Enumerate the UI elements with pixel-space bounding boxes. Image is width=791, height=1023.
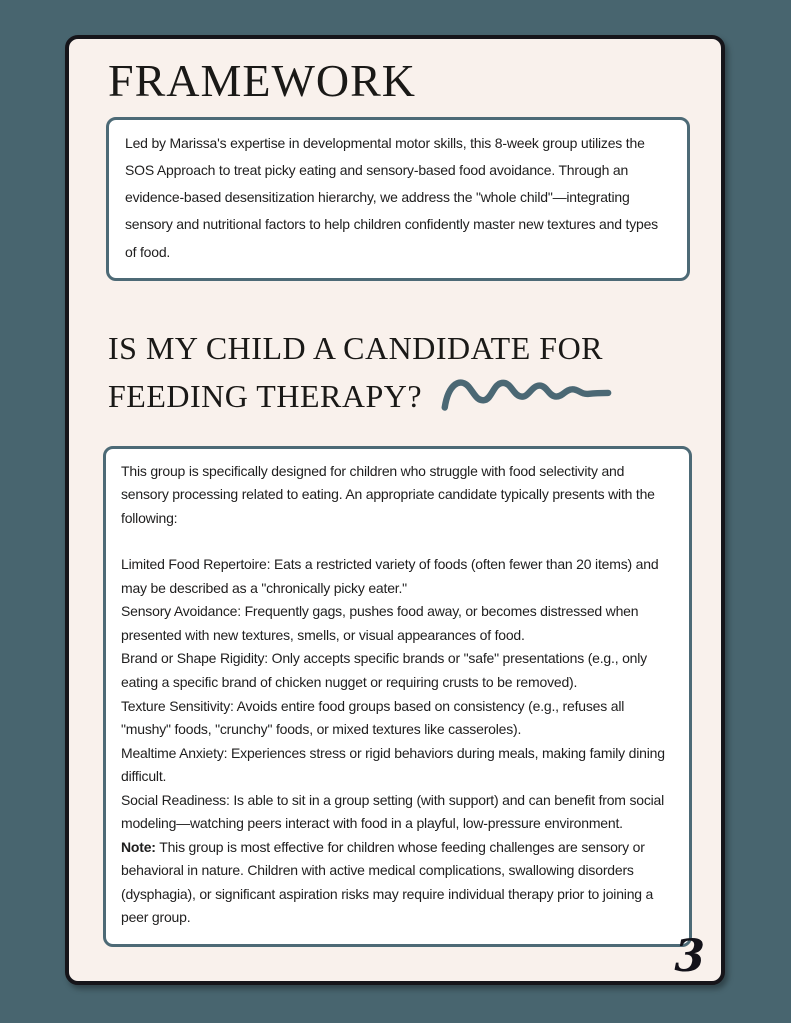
criteria-list <box>121 553 674 835</box>
candidate-heading <box>108 325 690 420</box>
page-title: FRAMEWORK <box>108 55 417 106</box>
candidate-heading-line2: FEEDING THERAPY? <box>108 378 423 415</box>
criteria-item: Brand or Shape Rigidity: Only accepts specific brands or "safe" presentations (e.g., only eating a specific brand of chicken nugget or requiring crusts to be removed). <box>121 650 647 690</box>
document-page <box>65 35 725 985</box>
candidate-note <box>121 836 674 930</box>
criteria-item: Mealtime Anxiety: Experiences stress or rigid behaviors during meals, making family dining difficult. <box>121 744 665 785</box>
page-number: 3 <box>674 931 705 982</box>
candidate-intro-text: This group is specifically designed for children who struggle with food selectivity and sensory processing related to eating. An appropriate candidate typically presents with the following: <box>121 462 655 526</box>
criteria-item: Texture Sensitivity: Avoids entire food groups based on consistency (e.g., refuses all "mushy" foods, "crunchy" foods, or mixed textures like casseroles). <box>121 697 625 738</box>
candidate-heading-line1: IS MY CHILD A CANDIDATE FOR <box>108 330 604 367</box>
framework-box <box>106 117 690 281</box>
criteria-item: Social Readiness: Is able to sit in a group setting (with support) and can benefit from social modeling—watching peers interact with food in a playful, low-pressure environment. <box>121 791 665 832</box>
framework-body-text: Led by Marissa's expertise in developmental motor skills, this 8-week group utilizes the SOS Approach to treat picky eating and sensory-based food avoidance. Through an evidence-based desensitization hierarchy, we address the "whole child"—integrating sensory and nutritional factors to help children confidently master new textures and types of food. <box>125 134 658 260</box>
page-content <box>69 39 721 981</box>
note-text: This group is most effective for children whose feeding challenges are sensory or behavioral in nature. Children with active medical complications, swallowing disorders (dysphagia), or significant aspiration risks may require individual therapy prior to joining a peer group. <box>121 838 654 926</box>
criteria-item: Sensory Avoidance: Frequently gags, pushes food away, or becomes distressed when presented with new textures, smells, or visual appearances of food. <box>121 603 639 643</box>
criteria-item: Limited Food Repertoire: Eats a restricted variety of foods (often fewer than 20 items) and may be described as a "chronically picky eater." <box>121 556 659 596</box>
squiggle-underline-icon <box>436 371 616 413</box>
candidate-box <box>103 446 692 947</box>
note-label: Note: <box>121 838 156 855</box>
